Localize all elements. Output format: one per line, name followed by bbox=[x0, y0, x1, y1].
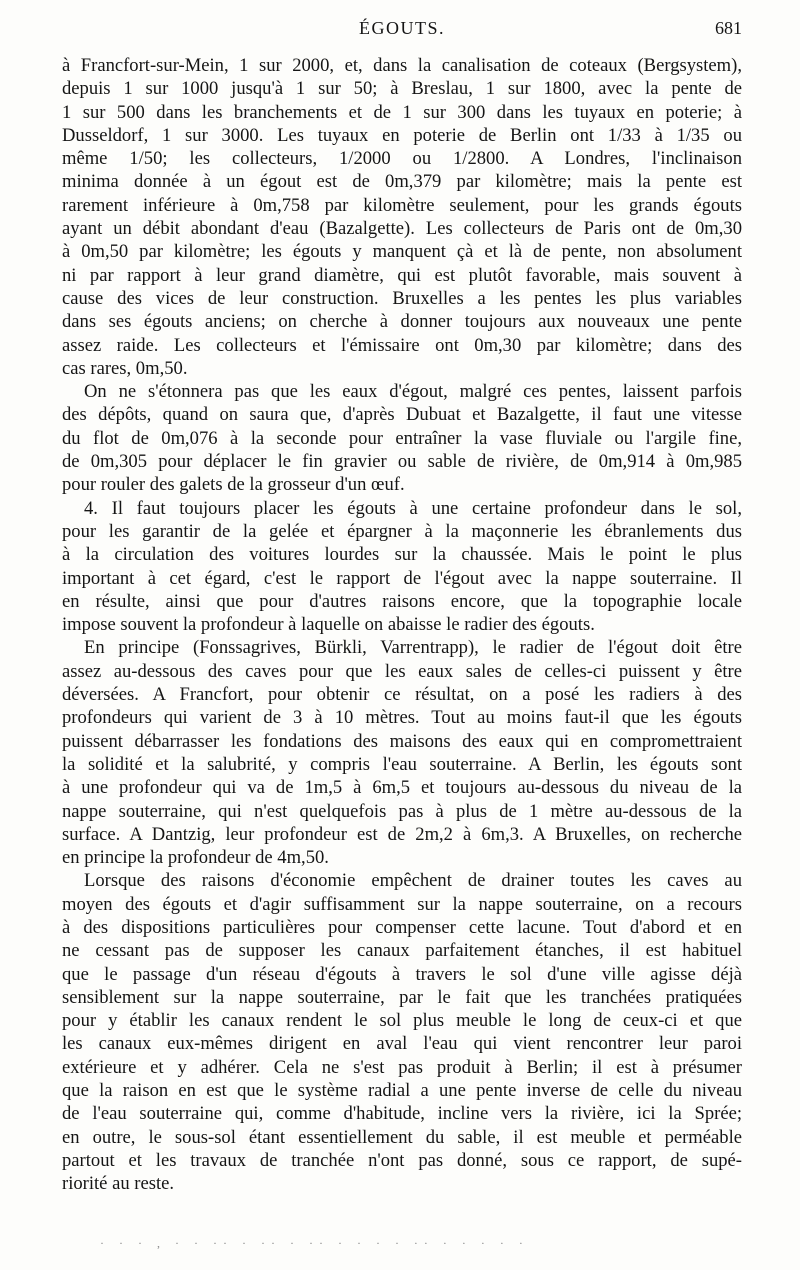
page-number: 681 bbox=[715, 18, 742, 38]
text-line: pour les garantir de la gelée et épargner à la maçonnerie les ébranlements dus bbox=[62, 520, 742, 542]
text-line: moyen des égouts et d'agir suffisamment sur la nappe souterraine, on a recours bbox=[62, 893, 742, 915]
text-line: En principe (Fonssagrives, Bürkli, Varrentrapp), le radier de l'égout doit être bbox=[84, 637, 742, 659]
text-line: à la circulation des voitures lourdes sur la chaussée. Mais le point le plus bbox=[62, 544, 742, 566]
text-line: déversées. A Francfort, pour obtenir ce résultat, on a posé les radiers à des bbox=[62, 684, 742, 706]
text-line: dans ses égouts anciens; on cherche à donner toujours aux nouveaux une pente bbox=[62, 311, 742, 333]
text-line: en outre, le sous-sol étant essentiellement du sable, il est meuble et perméable bbox=[62, 1126, 742, 1148]
text-line: Lorsque des raisons d'économie empêchent de drainer toutes les caves au bbox=[84, 870, 742, 892]
text-line: Dusseldorf, 1 sur 3000. Les tuyaux en poterie de Berlin ont 1/33 à 1/35 ou bbox=[62, 124, 742, 146]
text-line: la solidité et la salubrité, y compris l'eau souterraine. A Berlin, les égouts sont bbox=[62, 753, 742, 775]
text-line: cause des vices de leur construction. Bruxelles a les pentes les plus variables bbox=[62, 287, 742, 309]
text-line: riorité au reste. bbox=[62, 1173, 175, 1195]
text-line: que la raison en est que le système radial a une pente inverse de celle du niveau bbox=[62, 1080, 742, 1102]
text-line: pour y établir les canaux rendent le sol plus meuble le long de ceux-ci et que bbox=[62, 1010, 742, 1032]
body-text bbox=[62, 54, 742, 1196]
text-line: à Francfort-sur-Mein, 1 sur 2000, et, dans la canalisation de coteaux (Bergsystem), bbox=[62, 55, 742, 76]
text-line: 4. Il faut toujours placer les égouts à une certaine profondeur dans le sol, bbox=[84, 497, 742, 519]
text-line: même 1/50; les collecteurs, 1/2000 ou 1/2800. A Londres, l'inclinaison bbox=[62, 148, 742, 170]
text-line: de 0m,305 pour déplacer le fin gravier ou sable de rivière, de 0m,914 à 0m,985 bbox=[62, 451, 742, 473]
text-line: surface. A Dantzig, leur profondeur est de 2m,2 à 6m,3. A Bruxelles, on recherche bbox=[62, 823, 742, 845]
text-line: ne cessant pas de supposer les canaux parfaitement étanches, il est habituel bbox=[62, 940, 742, 962]
text-line: pour rouler des galets de la grosseur d'un œuf. bbox=[62, 474, 405, 496]
text-line: rarement inférieure à 0m,758 par kilomètre seulement, pour les grands égouts bbox=[62, 194, 742, 216]
text-line: depuis 1 sur 1000 jusqu'à 1 sur 50; à Breslau, 1 sur 1800, avec la pente de bbox=[62, 78, 742, 100]
text-line: assez au-dessous des caves pour que les eaux sales de celles-ci puissent y être bbox=[62, 660, 742, 682]
text-line: minima donnée à un égout est de 0m,379 par kilomètre; mais la pente est bbox=[62, 171, 742, 193]
text-line: à 0m,50 par kilomètre; les égouts y manquent çà et là de pente, non absolument bbox=[62, 241, 742, 263]
text-line: On ne s'étonnera pas que les eaux d'égout, malgré ces pentes, laissent parfois bbox=[84, 381, 742, 403]
text-line: assez raide. Les collecteurs et l'émissaire ont 0m,30 par kilomètre; dans des bbox=[62, 334, 742, 356]
text-line: en résulte, ainsi que pour d'autres raisons encore, que la topographie locale bbox=[62, 590, 742, 612]
text-line: à des dispositions particulières pour compenser cette lacune. Tout d'abord et en bbox=[62, 916, 742, 938]
text-line: en principe la profondeur de 4m,50. bbox=[62, 847, 329, 869]
text-line: des dépôts, quand on saura que, d'après Dubuat et Bazalgette, il faut une vitesse bbox=[62, 404, 742, 426]
text-line: impose souvent la profondeur à laquelle on abaisse le radier des égouts. bbox=[62, 614, 595, 636]
text-line: sensiblement sur la nappe souterraine, par le fait que les tranchées pratiquées bbox=[62, 986, 742, 1008]
text-line: profondeurs qui varient de 3 à 10 mètres. Tout au moins faut-il que les égouts bbox=[62, 707, 742, 729]
text-line: que le passage d'un réseau d'égouts à travers le sol d'une ville agisse déjà bbox=[62, 963, 742, 985]
text-line: ayant un débit abondant d'eau (Bazalgette). Les collecteurs de Paris ont de 0m,30 bbox=[62, 218, 742, 240]
text-line: de l'eau souterraine qui, comme d'habitude, incline vers la rivière, ici la Sprée; bbox=[62, 1103, 742, 1125]
text-line: partout et les travaux de tranchée n'ont pas donné, sous ce rapport, de supé- bbox=[62, 1149, 742, 1171]
text-line: ni par rapport à leur grand diamètre, qui est plutôt favorable, mais souvent à bbox=[62, 264, 742, 286]
text-line: 1 sur 500 dans les branchements et de 1 sur 300 dans les tuyaux en poterie; à bbox=[62, 101, 742, 123]
text-line: puissent débarrasser les fondations des maisons des eaux qui en compromettraient bbox=[62, 730, 742, 752]
text-line: nappe souterraine, qui n'est quelquefois pas à plus de 1 mètre au-dessous de la bbox=[62, 800, 742, 822]
text-line: important à cet égard, c'est le rapport de l'égout avec la nappe souterraine. Il bbox=[62, 567, 742, 589]
text-line: du flot de 0m,076 à la seconde pour entraîner la vase fluviale ou l'argile fine, bbox=[62, 427, 742, 449]
text-line: à une profondeur qui va de 1m,5 à 6m,5 et toujours au-dessous du niveau de la bbox=[62, 777, 742, 799]
running-head bbox=[62, 18, 742, 48]
text-line: cas rares, 0m,50. bbox=[62, 357, 188, 379]
text-line: extérieure et y adhérer. Cela ne s'est pas produit à Berlin; il est à présumer bbox=[62, 1056, 742, 1078]
running-title: ÉGOUTS. bbox=[359, 18, 445, 38]
text-line: les canaux eux-mêmes dirigent en aval l'eau qui vient rencontrer leur paroi bbox=[62, 1033, 742, 1055]
page-bottom-specks: · · · , · · ·· · ·· · ·· · · · · ·· · · · · · bbox=[100, 1236, 529, 1250]
